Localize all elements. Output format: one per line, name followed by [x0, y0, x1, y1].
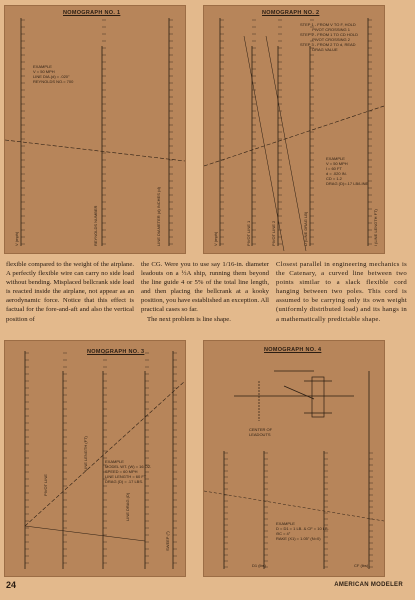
nomograph-2-axis-length: l (LINE LENGTH FT)	[373, 209, 378, 246]
nomograph-2-axis-v: V (mph)	[213, 231, 218, 246]
nomograph-3-axis-sweep: SWEEP (°)	[165, 531, 170, 551]
nomograph-2-axis-pivot1: PIVOT LINE 1	[246, 220, 251, 246]
article-column-3	[276, 260, 407, 324]
nomograph-1-axis-reynolds: REYNOLDS NUMBER	[93, 205, 98, 246]
nomograph-3-example: EXAMPLE MODEL WT. (W) = 16 OZ. SPEED = 60 MPH LINE LENGTH = 60 FT DRAG (D) = .17 LBS.	[105, 459, 152, 484]
nomograph-3-scales	[5, 341, 185, 576]
nomograph-3-title: NOMOGRAPH NO. 3	[87, 349, 145, 355]
magazine-name: AMERICAN MODELER	[334, 582, 403, 588]
nomograph-2-axis-pivot2: PIVOT LINE 2	[271, 220, 276, 246]
nomograph-4-example: EXAMPLE D = D1 = 1 LB. & CF = 10 LB. ΘC = 4° RAKE (X1) = 1.05" (N=0)	[276, 521, 329, 541]
nomograph-3-axis-drag: LINE DRAG (D)	[125, 492, 130, 521]
article-col3-paragraph: Closest parallel in engineering mechanics is the Catenary, a curved line between two points similar to a slack flexible cord hanging between two poles. This cord is assumed to be carrying only its own weight (uniformly distributed load) and its hangs in a mathematically predictable shape.	[276, 261, 407, 323]
nomograph-4-center-label: CENTER OF LEADOUTS	[249, 427, 273, 437]
nomograph-3	[4, 340, 186, 577]
nomograph-1	[4, 5, 186, 254]
article-col2-paragraph-1: the CG. Were you to use say 1/16-in. diameter leadouts on a ½A ship, running them beyond the line guide 4 or 5% of the total line length, and then placing the bellcrank at a kooky position, you have established an exception. All practical cases so far.	[141, 261, 269, 314]
article-col2-paragraph-2: The next problem is line shape.	[147, 315, 231, 323]
nomograph-4	[203, 340, 385, 577]
nomograph-1-axis-diameter: LINE DIAMETER (d) INCHES (d)	[156, 187, 161, 246]
nomograph-2-steps: STEP 1 - FROM V TO F, HOLD PIVOT CROSSING 1 STEP 2 - FROM 1 TO CD HOLD PIVOT CROSSING 2 STEP 3 - FROM 2 TO d, READ DRAG VALUE	[300, 22, 359, 52]
nomograph-2-title: NOMOGRAPH NO. 2	[262, 10, 320, 16]
nomograph-2-axis-drag: D (LINE DRAG LB)	[303, 211, 308, 246]
article-column-2	[141, 260, 269, 324]
nomograph-4-axis-cf: CF (lbs)	[354, 563, 369, 568]
nomograph-1-example: EXAMPLE V = 50 MPH LINE DIA.(d) = .020" REYNOLDS NO.= 700	[33, 64, 74, 84]
article-col1-paragraph: flexible compared to the weight of the airplane. A perfectly flexible wire can carry no side load without bending. Misplaced bellcrank side load is reacted inside the airplane, not appear as an aerodynamic force. Notice that this effect is factual for the fore-and-aft and also the vertical position of	[6, 261, 134, 323]
nomograph-4-title: NOMOGRAPH NO. 4	[264, 347, 322, 353]
airplane-diagram	[234, 371, 354, 421]
nomograph-2-example: EXAMPLE V = 50 MPH l = 60 FT d = .020 IN. CD = 1.2 DRAG (D)=.17 LB/LINE	[326, 156, 369, 186]
nomograph-2	[203, 5, 385, 254]
nomograph-1-title: NOMOGRAPH NO. 1	[63, 10, 121, 16]
nomograph-3-axis-pivot: PIVOT LINE	[43, 474, 48, 496]
page-number: 24	[6, 580, 17, 590]
nomograph-1-axis-v: V (mph)	[14, 231, 19, 246]
article-column-1	[6, 260, 134, 324]
nomograph-4-axis-d1: D1 (lbs)	[252, 563, 267, 568]
nomograph-3-axis-length: LINE LENGTH (FT)	[83, 436, 88, 471]
